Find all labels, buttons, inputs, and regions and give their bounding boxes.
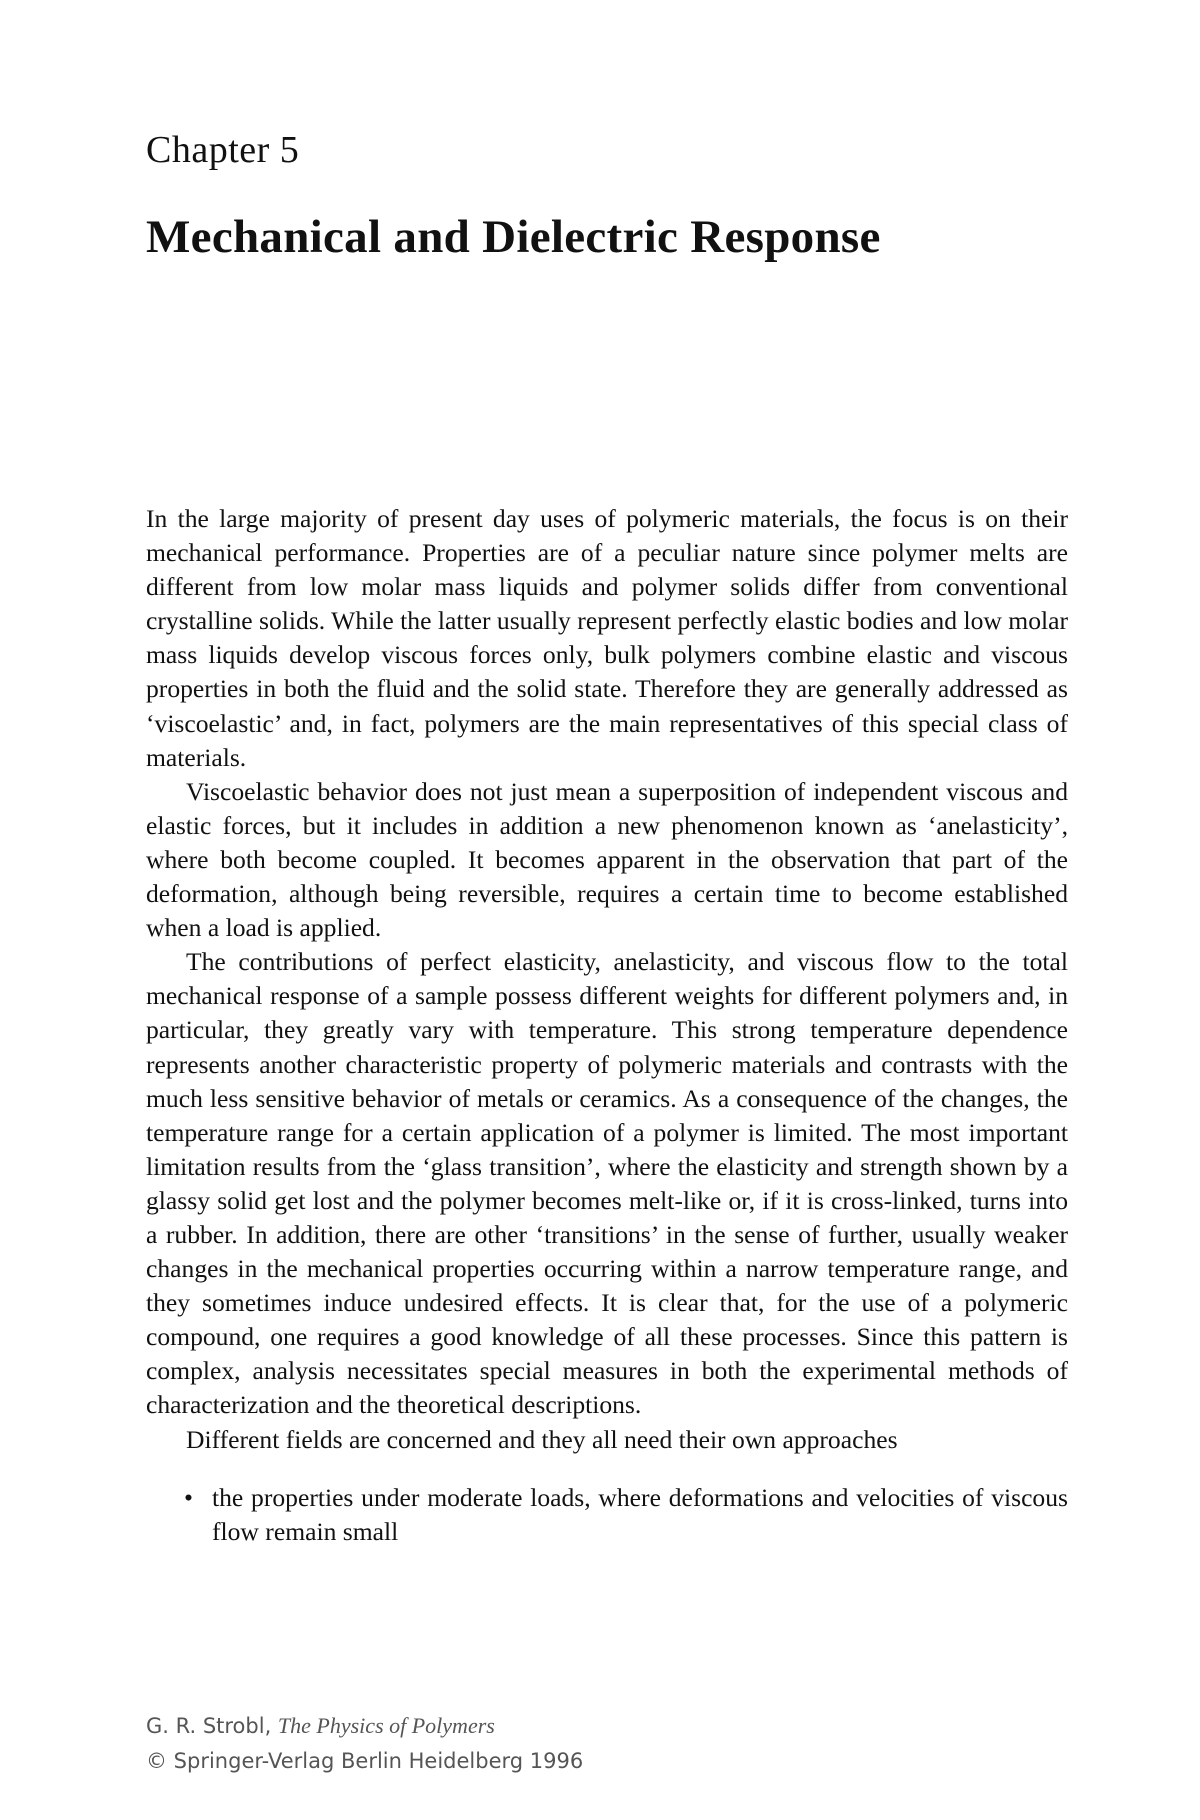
approaches-list [146,1481,1068,1549]
chapter-body [146,502,1068,1549]
paragraph-3: The contributions of perfect elasticity, anelasticity, and viscous flow to the total mechanical response of a sample possess different weights for different polymers and, in particular, they greatly vary with temperature. This strong temperature dependence represents another characteristic property of polymeric materials and contrasts with the much less sensitive behavior of metals or ceramics. As a consequence of the changes, the temperature range for a certain application of a polymer is limited. The most important limitation results from the ‘glass transition’, where the elasticity and strength shown by a glassy solid get lost and the polymer becomes melt-like or, if it is cross-linked, turns into a rubber. In addition, there are other ‘transitions’ in the sense of further, usually weaker changes in the mechanical properties occurring within a narrow temperature range, and they sometimes induce undesired effects. It is clear that, for the use of a polymeric compound, one requires a good knowledge of all these processes. Since this pattern is complex, analysis necessitates special measures in both the experimental methods of characterization and the theoretical descriptions. [146,947,1068,1420]
chapter-title: Mechanical and Dielectric Response [146,211,881,263]
bullet-icon: • [184,1482,193,1512]
chapter-label: Chapter 5 [146,129,300,171]
copyright-line: © Springer-Verlag Berlin Heidelberg 1996 [146,1749,584,1773]
paragraph-4: Different fields are concerned and they all need their own approaches [186,1424,898,1454]
page-footer [146,1708,583,1779]
list-item [146,1481,1068,1549]
citation-author: G. R. Strobl, [146,1714,278,1738]
citation-line [146,1708,583,1744]
citation-book-title: The Physics of Polymers [277,1713,495,1738]
list-item-text: the properties under moderate loads, where deformations and velocities of viscous flow remain small [212,1482,1068,1546]
paragraph-1: In the large majority of present day uses of polymeric materials, the focus is on their mechanical performance. Properties are of a peculiar nature since polymer melts are different from low molar mass liquids and polymer solids differ from conventional crystalline solids. While the latter usually represent perfectly elastic bodies and low molar mass liquids develop viscous forces only, bulk polymers combine elastic and viscous properties in both the fluid and the solid state. Therefore they are generally addressed as ‘viscoelastic’ and, in fact, polymers are the main representatives of this special class of materials. [146,504,1068,772]
paragraph-2: Viscoelastic behavior does not just mean a superposition of independent viscous and elastic forces, but it includes in addition a new phenomenon known as ‘anelasticity’, where both become coupled. It becomes apparent in the observation that part of the deformation, although being reversible, requires a certain time to become established when a load is applied. [146,776,1068,943]
